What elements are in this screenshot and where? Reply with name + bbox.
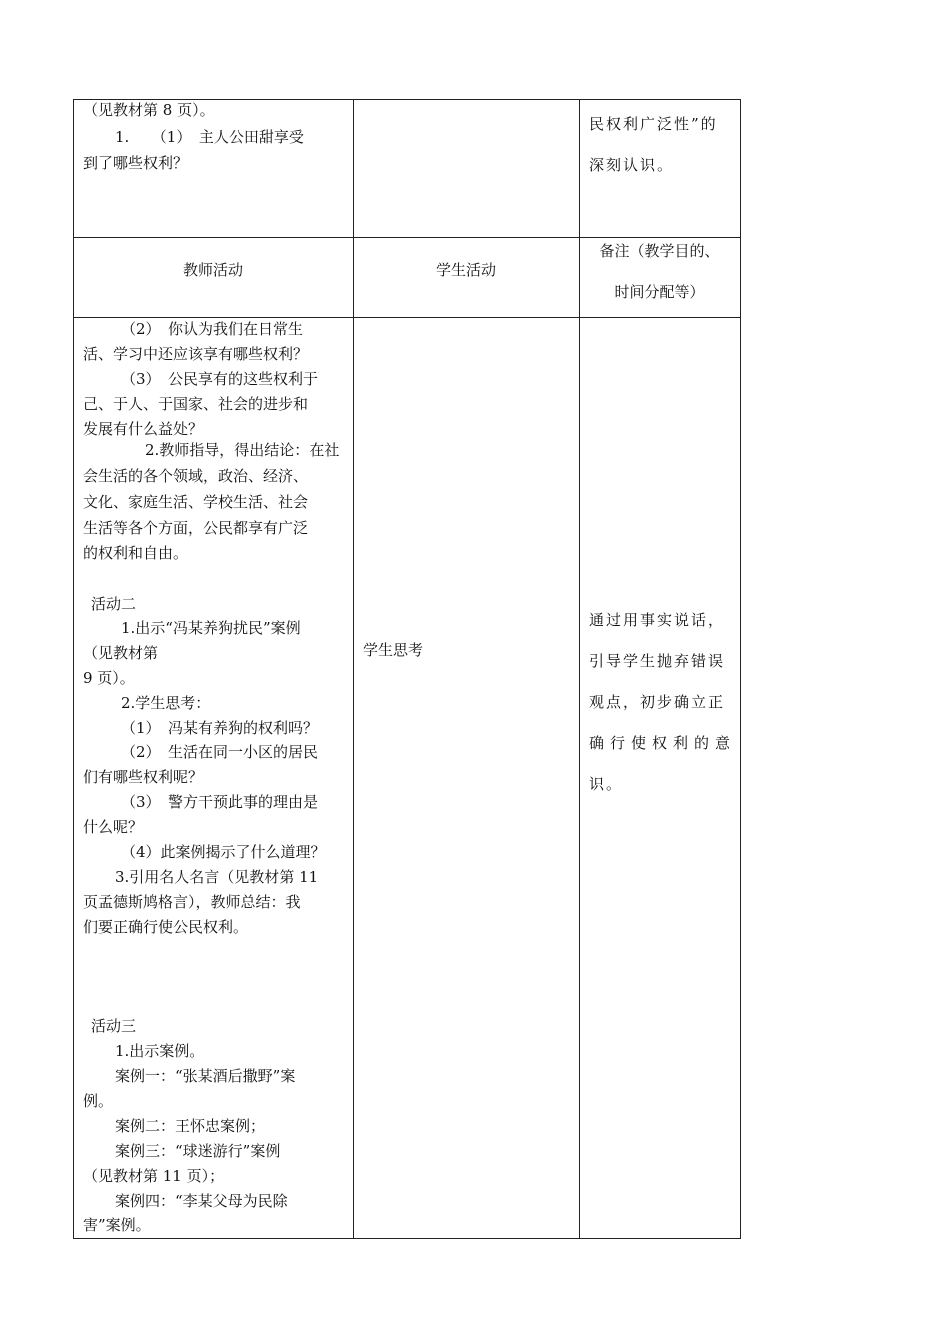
table-border-bottom	[73, 1238, 741, 1239]
teacher-text-line: 1. （1） 主人公田甜享受	[115, 128, 304, 146]
teacher-text-line: 1.出示“冯某养狗扰民”案例	[121, 619, 301, 637]
note-text-line: 观点，初步确立正	[589, 693, 726, 711]
teacher-text-line: 们有哪些权利呢？	[83, 768, 204, 786]
note-text-line: 深刻认识。	[589, 156, 675, 174]
teacher-text-line: （4）此案例揭示了什么道理？	[121, 843, 326, 861]
teacher-text-line: 生活等各个方面，公民都享有广泛	[83, 519, 309, 537]
note-text-line: 民权利广泛性”的	[589, 115, 718, 133]
header-student-cell	[353, 237, 579, 317]
teacher-text-line: 们要正确行使公民权利。	[83, 918, 249, 936]
teacher-text-line: 案例一：“张某酒后撒野”案	[115, 1067, 296, 1085]
teacher-text-line: 会生活的各个领域，政治、经济、	[83, 467, 309, 485]
teacher-text-line: 页孟德斯鸠格言），教师总结：我	[83, 893, 301, 911]
row2-student-cell	[353, 317, 579, 1238]
teacher-text-line: 文化、家庭生活、学校生活、社会	[83, 493, 309, 511]
teacher-text-line: 案例四：“李某父母为民除	[115, 1192, 288, 1210]
note-text-line: 引导学生抛弃错误	[589, 652, 726, 670]
activity-heading: 活动三	[91, 1017, 137, 1035]
teacher-text-line: 例。	[83, 1092, 114, 1110]
row1-note-cell	[579, 99, 740, 237]
teacher-text-line: 到了哪些权利？	[83, 154, 189, 172]
teacher-text-line: 1.出示案例。	[115, 1042, 205, 1060]
table-border-right	[740, 99, 741, 1239]
teacher-text-line: （2） 你认为我们在日常生	[121, 320, 304, 338]
teacher-text-line: （3） 警方干预此事的理由是	[121, 793, 319, 811]
teacher-text-line: 案例二：王怀忠案例；	[115, 1117, 266, 1135]
note-text-line: 通过用事实说话，	[589, 611, 726, 629]
teacher-text-line: （3） 公民享有的这些权利于	[121, 370, 319, 388]
row2-note-cell	[579, 317, 740, 1238]
row2-teacher-cell	[73, 317, 353, 1238]
student-text: 学生思考	[363, 641, 424, 659]
column-header-student: 学生活动	[435, 261, 496, 279]
teacher-text-line: 9 页）。	[83, 669, 135, 687]
teacher-text-line: 己、于人、于国家、社会的进步和	[83, 395, 309, 413]
row1-student-cell	[353, 99, 579, 237]
column-header-teacher: 教师活动	[182, 261, 243, 279]
teacher-text-line: 害”案例。	[83, 1216, 151, 1234]
teacher-text-line: 案例三：“球迷游行”案例	[115, 1142, 281, 1160]
header-note-cell	[579, 237, 740, 317]
teacher-text-line: 2.教师指导，得出结论：在社	[145, 441, 340, 459]
teacher-text-line: 活、学习中还应该享有哪些权利？	[83, 345, 309, 363]
lesson-plan-table	[73, 99, 741, 1239]
teacher-text-line: 什么呢？	[83, 818, 144, 836]
activity-heading: 活动二	[91, 595, 137, 613]
header-teacher-cell	[73, 237, 353, 317]
teacher-text-line: （1） 冯某有养狗的权利吗？	[121, 719, 319, 737]
teacher-text-line: （见教材第 8 页）。	[83, 101, 215, 119]
row1-teacher-cell	[73, 99, 353, 237]
teacher-text-line: 3.引用名人名言（见教材第 11	[115, 868, 319, 886]
teacher-text-line: 的权利和自由。	[83, 544, 189, 562]
teacher-text-line: （见教材第	[83, 644, 159, 662]
column-header-note-line: 时间分配等）	[614, 283, 705, 301]
note-text-line: 识。	[589, 775, 624, 793]
teacher-text-line: （2） 生活在同一小区的居民	[121, 743, 319, 761]
teacher-text-line: 2.学生思考：	[121, 694, 211, 712]
note-text-line: 确行使权利的意	[589, 734, 737, 752]
teacher-text-line: （见教材第 11 页）；	[83, 1167, 225, 1185]
column-header-note-line: 备注（教学目的、	[599, 242, 720, 260]
teacher-text-line: 发展有什么益处？	[83, 420, 204, 438]
